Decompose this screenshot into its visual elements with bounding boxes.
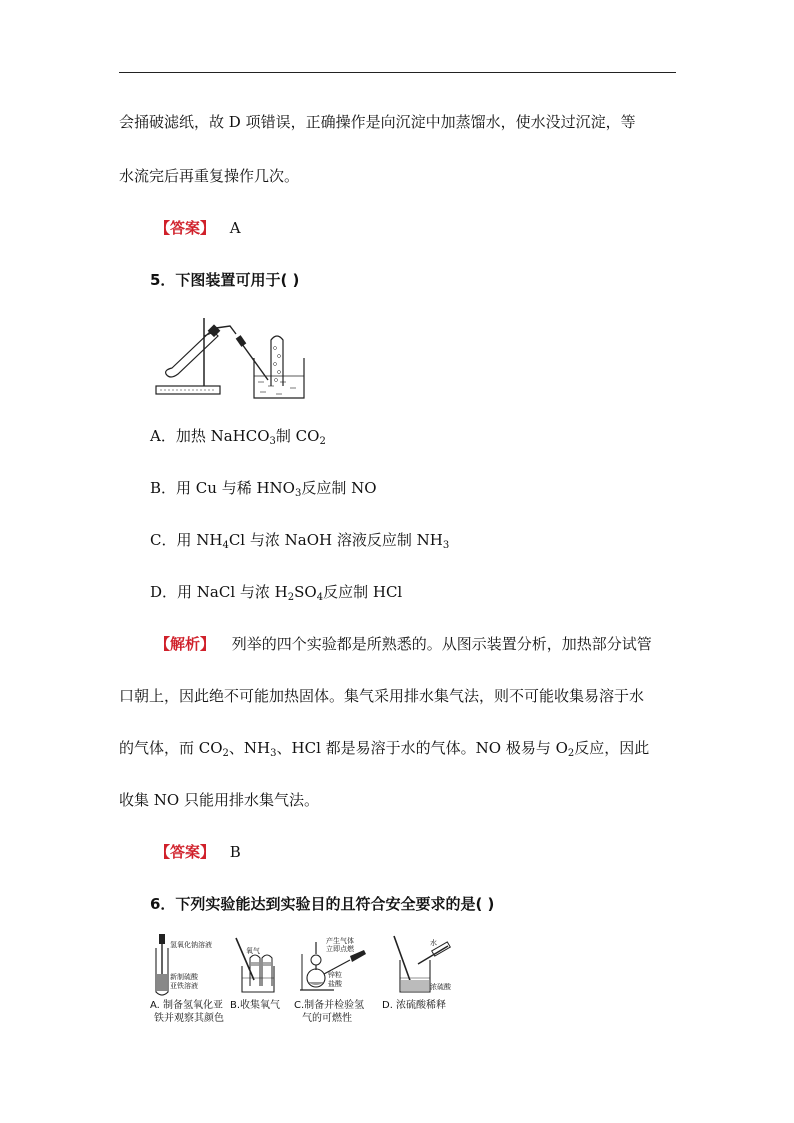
header-rule (119, 72, 676, 73)
q5-analysis-line1: 【解析】 列举的四个实验都是所熟悉的。从图示装置分析，加热部分试管 (155, 635, 652, 653)
q5-analysis-line4: 收集 NO 只能用排水集气法。 (119, 791, 319, 809)
q5-answer (155, 842, 241, 862)
q5-apparatus-figure (150, 308, 320, 408)
q5-analysis-line2: 口朝上，因此绝不可能加热固体。集气采用排水集气法，则不可能收集易溶于水 (119, 687, 645, 705)
q6-stem: 6．下列实验能达到实验目的且符合安全要求的是( ) (150, 895, 495, 913)
prev-answer (155, 218, 241, 238)
q5-option-a: A．加热 NaHCO$_3$制 $CO_2$ (150, 427, 326, 447)
q5-analysis-line3: 的气体，而 $CO_2$、$NH_3$、HCl 都是易溶于水的气体。NO 极易与 $O_2$反应，因此 (119, 739, 650, 759)
prev-text-line2: 水流完后再重复操作几次。 (119, 167, 300, 185)
q5-option-d: D．用 NaCl 与浓 $H_2SO_4$反应制 HCl (150, 583, 403, 603)
q6-figure-b: 氧气 B.收集氧气 (228, 934, 294, 1038)
q5-stem: 5．下图装置可用于( ) (150, 271, 300, 289)
answer-label: 【答案】 (155, 219, 216, 237)
dropper-test-tube-icon (152, 934, 172, 998)
q6-figure-d: 水 浓硫酸 D. 浓硫酸稀释 (382, 934, 462, 1038)
q6-figure-c: 产生气体 立即点燃 锌粒 盐酸 C.制备并检验氢 气的可燃性 (294, 934, 380, 1038)
prev-text-line1: 会捅破滤纸，故 D 项错误，正确操作是向沉淀中加蒸馏水，使水没过沉淀，等 (119, 113, 636, 131)
q6-figure-a: 氢氧化钠溶液 新制硫酸 亚铁溶液 A. 制备氢氧化亚 铁并观察其颜色 (150, 934, 226, 1038)
answer-value: B (229, 843, 241, 861)
answer-value: A (229, 219, 241, 237)
analysis-label: 【解析】 (155, 635, 216, 653)
answer-label: 【答案】 (155, 843, 216, 861)
q5-option-b: B．用 Cu 与稀 $HNO_3$反应制 NO (150, 479, 377, 499)
q5-option-c: C．用 $NH_4Cl$ 与浓 NaOH 溶液反应制 $NH_3$ (150, 531, 450, 551)
